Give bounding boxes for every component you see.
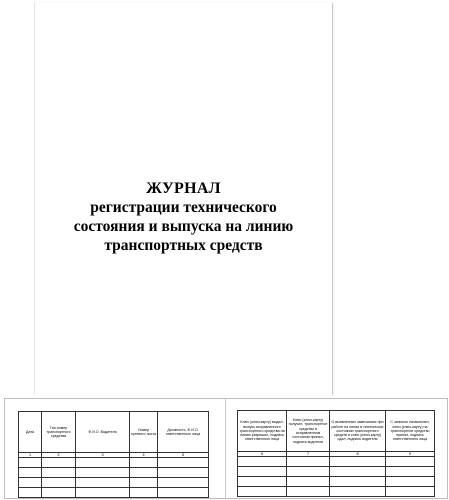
column-number: 1	[19, 453, 42, 458]
header-cell: Ключ (ключ-карту) выдал, выпуск исправленного транспортного средства на линию разрешил, подпись ответственного лица	[238, 411, 287, 452]
cover-title	[35, 179, 332, 255]
spread-fold	[225, 399, 226, 498]
column-number: 2	[42, 453, 76, 458]
table-row	[238, 477, 435, 487]
header-cell: С записью ознакомлен, ключ (ключ-карту) на транспортное средство принял, подпись ответственного лица	[386, 411, 435, 452]
column-number: 7	[287, 452, 330, 457]
header-cell: Должность, Ф.И.О. ответственного лица	[158, 412, 209, 453]
cover-title-line: транспортных средств	[104, 237, 263, 254]
column-number: 3	[76, 453, 130, 458]
table-row	[19, 458, 209, 468]
table-row	[19, 488, 209, 498]
header-cell: Номер путевого листа	[130, 412, 158, 453]
cover-title-line: регистрации технического	[90, 199, 277, 216]
right-page-table	[237, 410, 435, 497]
header-cell: Тип,номер транспортного средства	[42, 412, 76, 453]
cover-title-line: состояния и выпуска на линию	[73, 218, 294, 235]
table-row	[238, 467, 435, 477]
table-row	[19, 468, 209, 478]
header-cell: О выявленных замечаниях при работе на линии в технических состоянии транспортного средств и ключ (ключ-карту) сдал, подпись водителя	[330, 411, 386, 452]
table-row	[238, 457, 435, 467]
journal-cover-page	[34, 3, 333, 395]
header-cell: Ключ (ключ-карту) получил, транспортное средство в исправленном состоянии принял, подпись водителя	[287, 411, 330, 452]
cover-title-main: ЖУРНАЛ	[146, 180, 221, 197]
column-number: 9	[386, 452, 435, 457]
column-number: 5	[158, 453, 209, 458]
column-number: 8	[330, 452, 386, 457]
header-cell: Дата	[19, 412, 42, 453]
table-row	[19, 478, 209, 488]
column-number: 6	[238, 452, 287, 457]
header-cell: Ф.И.О. Водителя	[76, 412, 130, 453]
journal-open-spread	[4, 398, 448, 499]
column-number: 4	[130, 453, 158, 458]
left-page-table	[18, 411, 209, 498]
table-row	[238, 487, 435, 497]
